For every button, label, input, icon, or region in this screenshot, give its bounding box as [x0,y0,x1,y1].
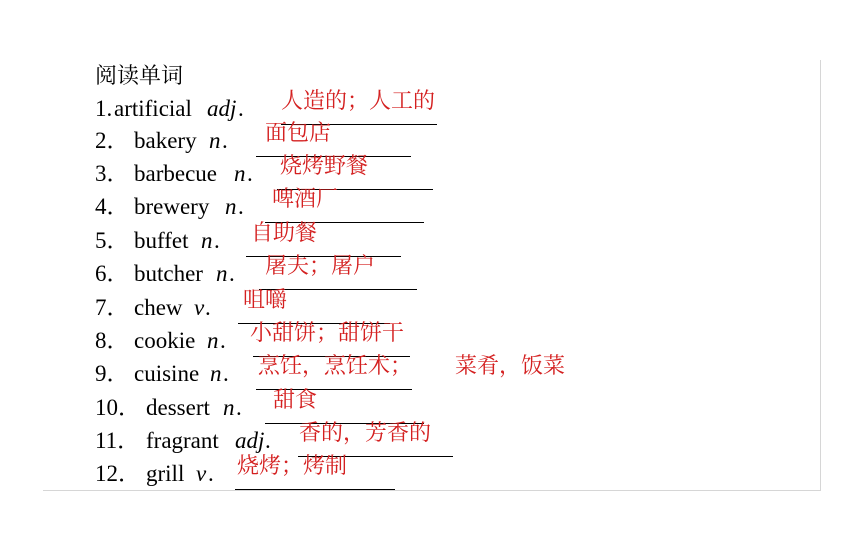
item-number: 2． [95,128,130,153]
vocab-word: buffet [134,228,189,253]
answer-text: 甜食 [273,388,318,413]
period: . [265,428,271,453]
part-of-speech: v [196,461,207,486]
vocab-word: brewery [134,194,210,219]
item-number: 11． [95,428,141,453]
part-of-speech: adj [235,428,265,453]
part-of-speech: n [210,361,222,386]
part-of-speech: n [225,194,237,219]
answer-text: 面包店 [265,121,332,146]
answer-text: 啤酒厂 [272,187,339,212]
period: . [223,361,229,386]
part-of-speech: v [194,295,205,320]
period: . [214,228,220,253]
period: . [208,461,214,486]
part-of-speech: n [209,128,221,153]
vocab-word: fragrant [146,428,219,453]
vocab-word: cuisine [134,361,200,386]
part-of-speech: n [207,328,219,353]
answer-text: 香的，芳香的 [299,421,432,446]
vocab-row [95,154,795,190]
vocab-word: dessert [146,395,210,420]
vocab-row [95,121,795,157]
period: . [236,395,242,420]
item-number: 8． [95,328,130,353]
vocab-row [95,321,795,357]
part-of-speech: n [223,395,235,420]
period: . [229,261,235,286]
answer-text-extra: 菜肴，饭菜 [455,354,566,379]
item-number: 4． [95,194,130,219]
answer-text: 烧烤野餐 [280,154,369,179]
item-number: 6． [95,261,130,286]
item-number: 3． [95,161,130,186]
item-number: 12． [95,461,141,486]
item-number: 1. [95,96,113,121]
vocab-word: barbecue [134,161,217,186]
vocab-word: chew [134,295,183,320]
vocab-row [95,421,795,457]
answer-text: 小甜饼；甜饼干 [250,321,405,346]
period: . [222,128,228,153]
part-of-speech: n [201,228,213,253]
answer-text: 咀嚼 [243,288,288,313]
vocab-row [95,187,795,223]
period: . [247,161,253,186]
vocab-row [95,354,795,390]
item-number: 5． [95,228,130,253]
item-number: 7． [95,295,130,320]
vocab-row [95,89,795,125]
answer-text: 自助餐 [251,221,318,246]
period: . [205,295,211,320]
section-heading: 阅读单词 [95,64,184,89]
part-of-speech: adj [207,96,237,121]
vocab-word: cookie [134,328,196,353]
answer-text: 屠夫；屠户 [265,254,376,279]
period: . [220,328,226,353]
period: . [238,96,244,121]
part-of-speech: n [216,261,228,286]
vocab-row [95,254,795,290]
answer-text: 人造的；人工的 [281,89,436,114]
vocab-row [95,388,795,424]
answer-text: 烧烤；烤制 [237,454,348,479]
vocab-row [95,454,795,490]
part-of-speech: n [234,161,246,186]
answer-blank [235,489,395,490]
vocab-word: butcher [134,261,203,286]
vocab-word: bakery [134,128,197,153]
vocab-word: grill [146,461,185,486]
vocab-word: artificial [114,96,192,121]
item-number: 10． [95,395,141,420]
vocab-row [95,288,795,324]
vocab-row [95,221,795,257]
period: . [238,194,244,219]
answer-text: 烹饪，烹饪术； [258,354,413,379]
item-number: 9． [95,361,130,386]
